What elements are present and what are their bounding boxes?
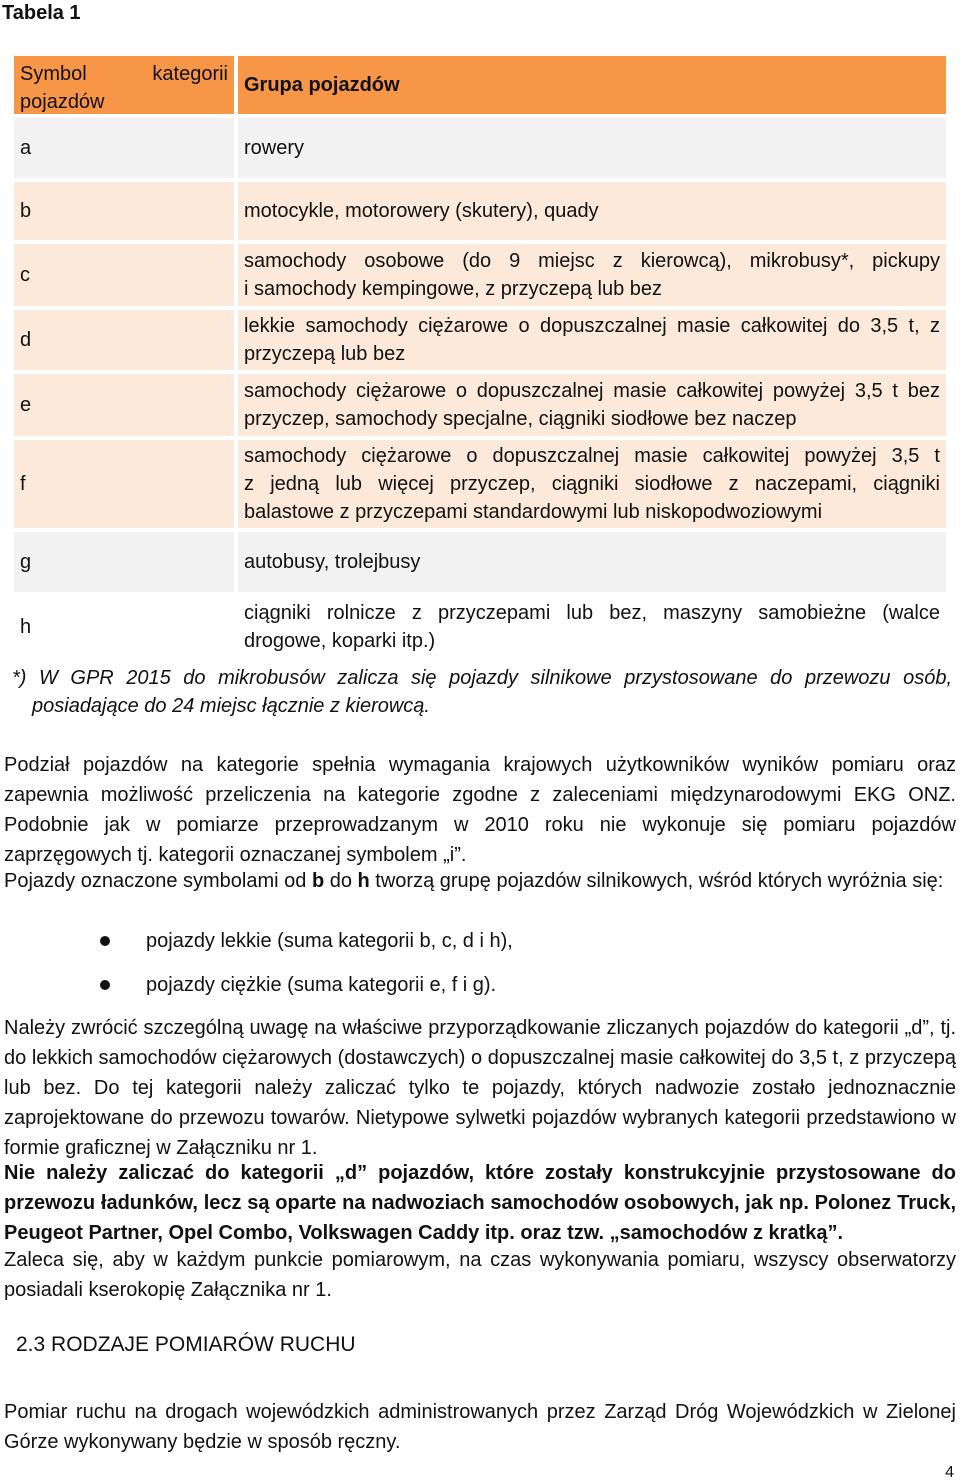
footnote-line: posiadające do 24 miejsc łącznie z kierowcą. <box>32 695 430 717</box>
symbol-h: h <box>357 870 370 892</box>
paragraph-text: do <box>324 870 358 892</box>
row-description <box>238 310 946 370</box>
row-symbol: c <box>14 244 234 306</box>
list-item <box>100 970 513 1000</box>
header-group-cell: Grupa pojazdów <box>238 56 946 114</box>
row-symbol: f <box>14 440 234 528</box>
row-description-line: lekkie samochody ciężarowe o dopuszczalnej masie całkowitej do 3,5 t, z <box>244 315 940 337</box>
row-description-line: przyczep, samochody specjalne, ciągniki siodłowe bez naczep <box>244 408 797 430</box>
row-symbol: g <box>14 532 234 592</box>
table-row <box>12 596 948 662</box>
row-description-line: i samochody kempingowe, z przyczepą lub bez <box>244 278 662 300</box>
row-symbol: d <box>14 310 234 370</box>
paragraph-traffic-measurement: Pomiar ruchu na drogach wojewódzkich administrowanych przez Zarząd Dróg Wojewódzkich w Zielonej Górze wykonywany będzie w sposób ręczny. <box>4 1401 956 1453</box>
row-symbol: h <box>14 596 234 658</box>
table-row <box>12 244 948 310</box>
paragraph-motor-vehicles <box>4 866 956 896</box>
paragraph-text: tworzą grupę pojazdów silnikowych, wśród których wyróżnia się: <box>369 870 944 892</box>
table-footnote <box>12 664 952 720</box>
row-description-line: ciągniki rolnicze z przyczepami lub bez, maszyny samobieżne (walce <box>244 602 940 624</box>
table-row <box>12 440 948 532</box>
table-header-row <box>12 56 948 118</box>
row-description: autobusy, trolejbusy <box>238 532 946 592</box>
table-row <box>12 118 948 182</box>
row-description <box>238 244 946 306</box>
table-row <box>12 532 948 596</box>
bullet-icon <box>100 980 110 990</box>
footnote-line: *) W GPR 2015 do mikrobusów zalicza się pojazdy silnikowe przystosowane do przewozu osób, <box>12 667 952 689</box>
section-heading: 2.3 RODZAJE POMIARÓW RUCHU <box>16 1333 356 1356</box>
paragraph-category-d-warning: Nie należy zaliczać do kategorii „d” pojazdów, które zostały konstrukcyjnie przystosowane do przewozu ładunków, lecz są oparte na nadwoziach samochodów osobowych, jak np. Polonez Truck, Peugeot Partner, Opel Combo, Volkswagen Caddy itp. oraz tzw. „samochodów z kratką”. <box>4 1162 956 1244</box>
row-symbol: e <box>14 374 234 436</box>
row-description <box>238 440 946 528</box>
paragraph-category-d: Należy zwrócić szczególną uwagę na właściwe przyporządkowanie zliczanych pojazdów do kategorii „d”, tj. do lekkich samochodów ciężarowych (dostawczych) o dopuszczalnej masie całkowitej do 3,5 t, z przyczepą lub bez. Do tej kategorii należy zaliczać tylko te pojazdy, których nadwozie zostało jednoznacznie zaprojektowane do przewozu towarów. Nietypowe sylwetki pojazdów wybranych kategorii przedstawiono w formie graficznej w Załączniku nr 1. <box>4 1017 956 1159</box>
header-vehicles-word: pojazdów <box>20 91 105 113</box>
table-row <box>12 310 948 374</box>
row-description-line: przyczepą lub bez <box>244 343 406 365</box>
list-item-text: pojazdy ciężkie (suma kategorii e, f i g). <box>146 973 497 996</box>
row-description: motocykle, motorowery (skutery), quady <box>238 182 946 240</box>
row-description-line: samochody ciężarowe o dopuszczalnej masie całkowitej powyżej 3,5 t bez <box>244 380 940 402</box>
row-description-line: balastowe z przyczepami standardowymi lub niskopodwoziowymi <box>244 501 823 523</box>
row-description <box>238 596 946 658</box>
table-row <box>12 182 948 244</box>
row-description-line: samochody osobowe (do 9 miejsc z kierowcą), mikrobusy*, pickupy <box>244 250 940 272</box>
paragraph-category-division: Podział pojazdów na kategorie spełnia wymagania krajowych użytkowników wyników pomiaru oraz zapewnia możliwość przeliczenia na kategorie zgodne z zaleceniami międzynarodowymi EKG ONZ. Podobnie jak w pomiarze przeprowadzanym w 2010 roku nie wykonuje się pomiaru pojazdów zaprzęgowych tj. kategorii oznaczanej symbolem „i”. <box>4 754 956 866</box>
header-symbol-word: Symbol <box>20 63 87 85</box>
row-symbol: a <box>14 118 234 178</box>
list-item-text: pojazdy lekkie (suma kategorii b, c, d i h), <box>146 929 513 952</box>
paragraph-recommendation: Zaleca się, aby w każdym punkcie pomiarowym, na czas wykonywania pomiaru, wszyscy obserwatorzy posiadali kserokopię Załącznika nr 1. <box>4 1249 956 1301</box>
row-description-line: samochody ciężarowe o dopuszczalnej masie całkowitej powyżej 3,5 t <box>244 445 940 467</box>
paragraph-text: Pojazdy oznaczone symbolami od <box>4 870 312 892</box>
vehicle-category-table <box>12 56 948 662</box>
header-symbol-cell <box>14 56 234 114</box>
bullet-list <box>100 926 513 1000</box>
row-description-line: drogowe, koparki itp.) <box>244 630 436 652</box>
row-symbol: b <box>14 182 234 240</box>
row-description-line: z jedną lub więcej przyczep, ciągniki siodłowe z naczepami, ciągniki <box>244 473 940 495</box>
header-category-word: kategorii <box>152 63 228 85</box>
symbol-b: b <box>311 870 325 892</box>
table-row <box>12 374 948 440</box>
table-caption: Tabela 1 <box>2 2 81 24</box>
bullet-icon <box>100 936 110 946</box>
row-description: rowery <box>238 118 946 178</box>
list-item <box>100 926 513 956</box>
page-number: 4 <box>945 1464 954 1481</box>
row-description <box>238 374 946 436</box>
